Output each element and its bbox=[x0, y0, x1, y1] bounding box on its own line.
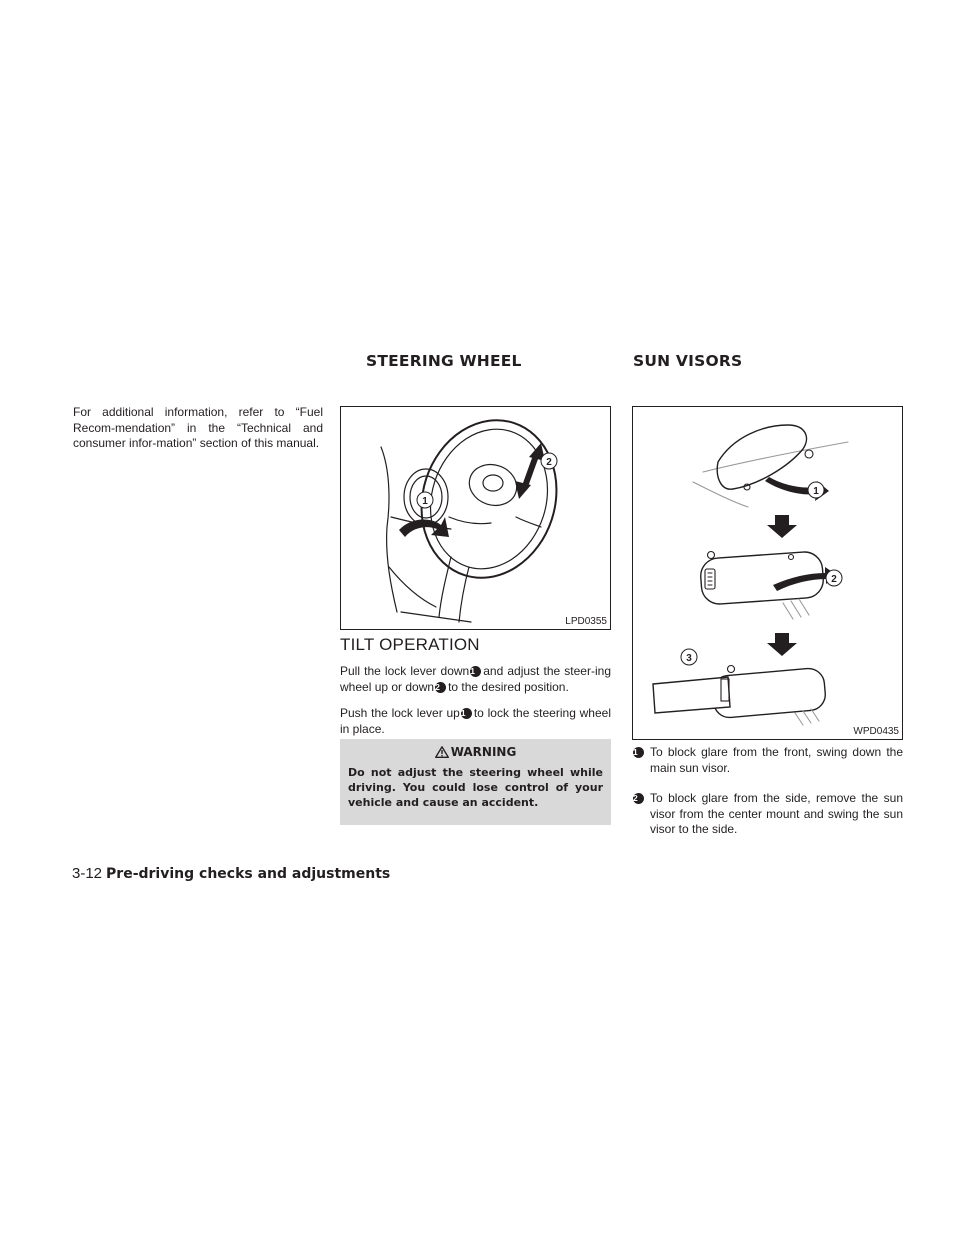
list-item-text: To block glare from the front, swing down the main sun visor. bbox=[650, 745, 903, 775]
sun-visor-illustration bbox=[633, 407, 903, 739]
figure-callout-2: 2 bbox=[831, 574, 837, 585]
steering-wheel-figure bbox=[340, 406, 611, 630]
warning-text: Do not adjust the steering wheel while driving. You could lose control of your vehicle and cause an accident. bbox=[348, 766, 603, 809]
figure-callout-1: 1 bbox=[813, 486, 819, 497]
ref-1-icon: 1 bbox=[461, 708, 472, 719]
figure-callout-3: 3 bbox=[686, 653, 692, 664]
list-item bbox=[632, 745, 903, 776]
down-arrow-icon bbox=[767, 633, 797, 656]
list-item-text: To block glare from the side, remove the sun visor from the center mount and swing the sun visor to the side. bbox=[650, 791, 903, 837]
down-arrow-icon bbox=[767, 515, 797, 538]
ref-1-icon: 1 bbox=[470, 666, 481, 677]
ref-1-icon: 1 bbox=[633, 747, 644, 758]
warning-triangle-icon bbox=[435, 746, 449, 758]
sun-visor-figure bbox=[632, 406, 903, 740]
figure-code: LPD0355 bbox=[565, 616, 607, 627]
fuel-reference-paragraph: For additional information, refer to “Fuel Recom-mendation” in the “Technical and consumer infor-mation” section of this manual. bbox=[73, 405, 323, 451]
steering-wheel-illustration bbox=[341, 407, 611, 629]
ref-2-icon: 2 bbox=[633, 793, 644, 804]
figure-callout-1: 1 bbox=[422, 496, 428, 507]
warning-title: WARNING bbox=[348, 745, 603, 759]
tilt-instructions bbox=[340, 664, 611, 748]
tilt-paragraph-1: Pull the lock lever down1 and adjust the steer-ing wheel up or down2 to the desired position. bbox=[340, 664, 611, 694]
tilt-paragraph-2: Push the lock lever up1 to lock the steering wheel in place. bbox=[340, 706, 611, 736]
section-title: Pre-driving checks and adjustments bbox=[106, 866, 391, 882]
figure-code: WPD0435 bbox=[853, 726, 899, 737]
list-item bbox=[632, 791, 903, 838]
sun-visors-heading: SUN VISORS bbox=[633, 352, 743, 370]
ref-2-icon: 2 bbox=[435, 682, 446, 693]
warning-box bbox=[340, 739, 611, 825]
lever-arrow-icon bbox=[399, 517, 449, 537]
figure-callout-2: 2 bbox=[546, 457, 552, 468]
tilt-arrow-icon bbox=[515, 443, 545, 499]
tilt-operation-heading: TILT OPERATION bbox=[340, 635, 480, 654]
page-number: 3-12 bbox=[72, 865, 103, 882]
steering-wheel-heading: STEERING WHEEL bbox=[366, 352, 522, 370]
page-footer bbox=[72, 865, 390, 882]
